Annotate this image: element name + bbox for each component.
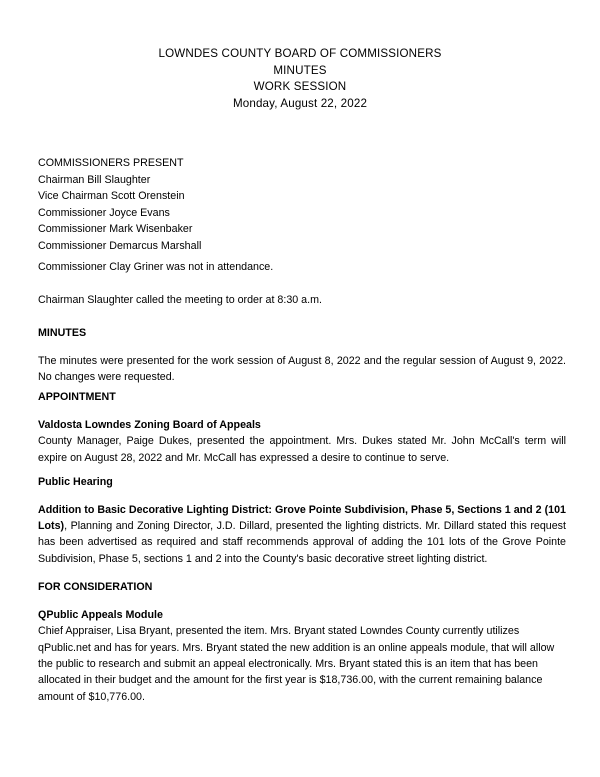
qpublic-appeals-paragraph: Chief Appraiser, Lisa Bryant, presented the item. Mrs. Bryant stated Lowndes County currently utilizes qPublic.net and has for years. Mrs. Bryant stated the new addition is an online appeals module, that will allow the public to research and submit an appeal electronically. Mrs. Bryant stated this is an item that has been allocated in their budget and the amount for the first year is $18,736.00, with the current remaining balance amount of $10,776.00. [38, 625, 555, 703]
for-consideration-section [38, 579, 566, 705]
attendee-commissioner-evans: Commissioner Joyce Evans [38, 206, 170, 219]
appointment-paragraph: County Manager, Paige Dukes, presented the appointment. Mrs. Dukes stated Mr. John McCall's term will expire on August 28, 2022 and Mr. McCall has expressed a desire to continue to serve. [38, 435, 566, 464]
page-title-date: Monday, August 22, 2022 [232, 96, 368, 110]
section-heading-minutes: MINUTES [38, 327, 87, 339]
attendee-chairman: Chairman Bill Slaughter [38, 173, 151, 186]
attendee-commissioner-marshall: Commissioner Demarcus Marshall [38, 239, 202, 252]
document-title-block [0, 0, 600, 112]
section-heading-for-consideration: FOR CONSIDERATION [38, 581, 153, 593]
call-to-order-text: Chairman Slaughter called the meeting to order at 8:30 a.m. [38, 293, 322, 306]
attendee-commissioner-wisenbaker: Commissioner Mark Wisenbaker [38, 223, 193, 236]
page-title-line-2: MINUTES [273, 63, 327, 77]
page-title-line-1: LOWNDES COUNTY BOARD OF COMMISSIONERS [158, 47, 442, 60]
public-hearing-bold-lead: Addition to Basic Decorative Lighting District: Grove Pointe Subdivision, Phase 5, Sections 1 and 2 (101 Lots) [38, 503, 566, 532]
absent-note-text: Commissioner Clay Griner was not in attendance. [38, 261, 274, 273]
public-hearing-body-rest: , Planning and Zoning Director, J.D. Dillard, presented the lighting districts. Mr. Dillard stated this request has been advertised as required and staff recommends approval of adding the 101 lots of the Grove Pointe Subdivision, Phase 5, sections 1 and 2 into the County's basic decorative street lighting district. [38, 520, 566, 565]
page-title-line-3: WORK SESSION [253, 80, 347, 94]
attendee-vice-chairman: Vice Chairman Scott Orenstein [38, 190, 185, 203]
public-hearing-paragraph [38, 502, 566, 568]
minutes-section [38, 325, 566, 385]
section-heading-appointment: APPOINTMENT [38, 391, 116, 403]
section-heading-public-hearing: Public Hearing [38, 476, 113, 488]
minutes-paragraph: The minutes were presented for the work session of August 8, 2022 and the regular session of August 9, 2022. No changes were requested. [38, 354, 566, 383]
appointment-section [38, 389, 566, 466]
public-hearing-section [38, 474, 566, 567]
subheading-zoning-board-of-appeals: Valdosta Lowndes Zoning Board of Appeals [38, 418, 261, 431]
attendance-block [38, 155, 566, 255]
subheading-qpublic-appeals-module: QPublic Appeals Module [38, 608, 163, 621]
attendance-heading: COMMISSIONERS PRESENT [38, 157, 184, 169]
